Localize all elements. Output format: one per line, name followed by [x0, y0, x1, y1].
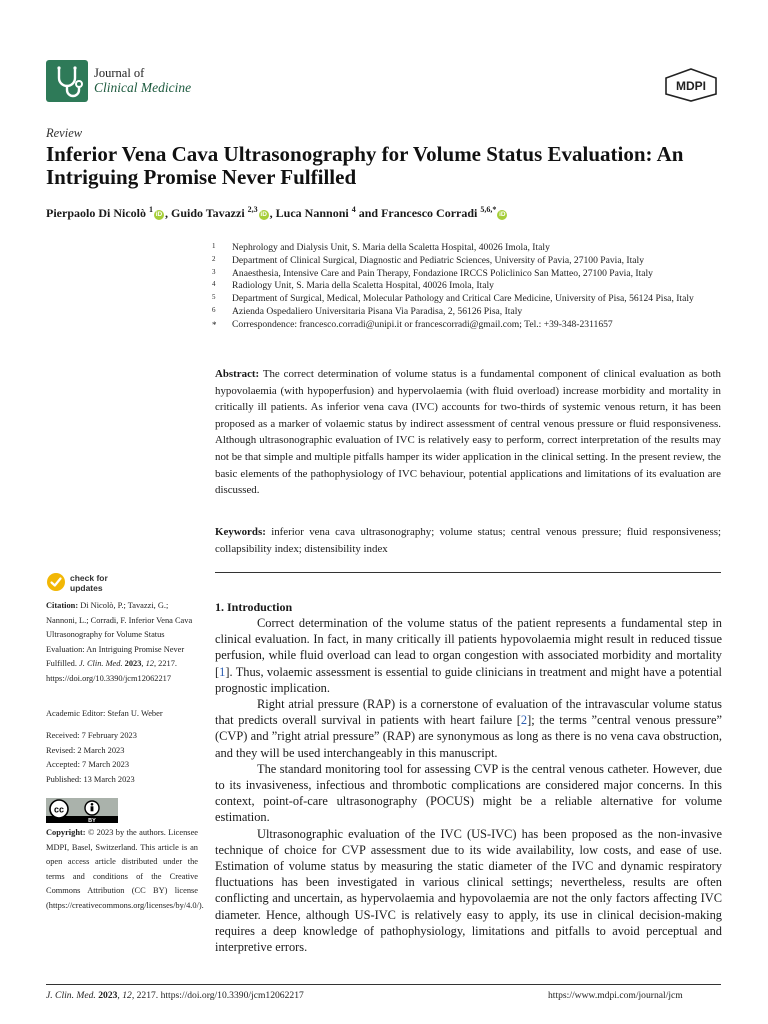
author-name: Guido Tavazzi — [170, 206, 245, 220]
affiliation-item — [210, 255, 730, 268]
footer-divider — [46, 984, 721, 985]
author-name: Luca Nannoni — [275, 206, 349, 220]
affiliation-text: Department of Clinical Surgical, Diagnostic and Pediatric Sciences, University of Pavia, 27100 Pavia, Italy — [232, 254, 644, 266]
check-for-updates-icon[interactable] — [46, 572, 66, 592]
section-heading-introduction: 1. Introduction — [215, 600, 293, 614]
affiliation-text: Anaesthesia, Intensive Care and Pain Therapy, Fondazione IRCCS Policlinico San Matteo, 27100 Pavia, Italy — [232, 267, 653, 279]
cc-by-label: BY — [88, 818, 96, 823]
check-for-updates-line1: check for — [70, 573, 108, 583]
keywords — [215, 524, 721, 557]
author-name: Pierpaolo Di Nicolò — [46, 206, 146, 220]
date-revised: Revised: 2 March 2023 — [46, 745, 125, 755]
correspondence-text: Correspondence: francesco.corradi@unipi.it or francescorradi@gmail.com; Tel.: +39-348-2311657 — [232, 318, 613, 330]
footer-year: 2023 — [98, 990, 118, 1001]
paragraph: Ultrasonographic evaluation of the IVC (US-IVC) has been proposed as the non-invasive technique of choice for CVP assessment due to its wide availability, low costs, and ease of use. Estimation of volume status by measuring the static diameter of the IVC and dynamic respiratory fluctuations has been investigated in various clinical settings; nevertheless, results are often conflicting and uncertain, as hypervolaemia and hypovolaemia are not the only factors affecting IVC diameter. Hence, although US-IVC is relatively easy to apply, its use in clinical decision-making requires a deep knowledge of pathophysiology, limitations and pitfalls to avoid perceptual and interpretive errors. — [215, 826, 722, 955]
journal-of-label: Journal of — [94, 66, 145, 80]
affiliation-number: 2 — [212, 254, 216, 263]
affiliation-number: 3 — [212, 267, 216, 276]
paragraph — [215, 615, 722, 696]
affiliation-number: 6 — [212, 305, 216, 314]
article-type: Review — [46, 126, 83, 140]
paragraph: The standard monitoring tool for assessing CVP is the central venous catheter. However, due to its invasiveness, infectious and thrombotic complications are considered major concerns. In this context, point-of-care ultrasonography (POCUS) might be a reliable alternative for volume estimation. — [215, 761, 722, 825]
author-separator: and — [355, 206, 382, 220]
citation-doi[interactable]: , 2217. https://doi.org/10.3390/jcm12062217 — [46, 659, 177, 683]
introduction-body — [215, 615, 722, 955]
author-name: Francesco Corradi — [381, 206, 478, 220]
affiliation-item — [210, 293, 730, 306]
paragraph-text: ]. Thus, volaemic assessment is essential to guide clinicians in treatment and might have a potential prognostic implication. — [215, 664, 722, 695]
citation-label: Citation: — [46, 601, 79, 610]
reference-link[interactable]: 2 — [520, 713, 528, 728]
copyright-block — [46, 826, 204, 914]
affiliation-number: 1 — [212, 242, 216, 250]
affiliation-item — [210, 280, 730, 293]
affiliation-item — [210, 268, 730, 281]
cc-by-license-icon[interactable] — [46, 798, 118, 823]
affiliation-item — [210, 306, 730, 319]
copyright-text: © 2023 by the authors. Licensee MDPI, Basel, Switzerland. This article is an open access article distributed under the terms and conditions of the Creative Commons Attribution (CC BY) license (https://creativecommons.org/licenses/by/4.0/). — [46, 828, 204, 910]
copyright-label: Copyright: — [46, 828, 86, 837]
citation-volume: 12 — [145, 659, 154, 669]
affiliation-text: Radiology Unit, S. Maria della Scaletta Hospital, 40026 Imola, Italy — [232, 280, 494, 292]
section-divider — [215, 572, 721, 573]
citation-journal: J. Clin. Med. — [79, 659, 123, 669]
paragraph-text: Correct determination of the volume status of the patient represents a fundamental step in clinical evaluation. In fact, in many critically ill patients hypovolaemia might result in reduced tissue perfusion, while fluid overload can lead to organ congestion with associated morbidity and mortality [ — [215, 616, 722, 679]
journal-logo — [46, 60, 88, 102]
check-for-updates-label[interactable] — [70, 573, 108, 593]
abstract-label: Abstract: — [215, 368, 260, 380]
orcid-icon[interactable]: iD — [499, 211, 506, 218]
affiliations — [210, 242, 730, 332]
stethoscope-icon — [46, 60, 88, 102]
correspondence-mark: * — [212, 319, 217, 330]
date-accepted: Accepted: 7 March 2023 — [46, 760, 130, 770]
author-list — [46, 202, 726, 221]
journal-name: Clinical Medicine — [94, 80, 192, 95]
article-title: Inferior Vena Cava Ultrasonography for Volume Status Evaluation: An Intriguing Promise Never Fulfilled — [46, 142, 684, 189]
footer-journal: J. Clin. Med. — [46, 990, 96, 1001]
correspondence — [210, 319, 730, 332]
abstract-text: The correct determination of volume status is a fundamental component of clinical evaluation as both hypovolaemia (with hypoperfusion) and hypervolaemia (with fluid overload) increase morbidity and mortality in critically ill patients. As inferior vena cava (IVC) accounts for two-thirds of systemic venous return, it has been proposed as a marker of volaemic status by indirect assessment of central venous pressure or fluid responsiveness. Although ultrasonographic evaluation of IVC is relatively easy to perform, correct interpretation of the results may not be that simple and multiple pitfalls hamper its wider application in the clinical setting. In the present review, the basic elements of the pathophysiology of IVC behaviour, potential applications and limitations of its evaluation are discussed. — [215, 368, 721, 497]
affiliation-text: Nephrology and Dialysis Unit, S. Maria della Scaletta Hospital, 40026 Imola, Italy — [232, 242, 550, 253]
citation-block: Citation: Di Nicolò, P.; Tavazzi, G.; Nannoni, L.; Corradi, F. Inferior Vena Cava Ultrasonography for Volume Status Evaluation: An Intriguing Promise Never Fulfilled. J. Clin. Med. 2023, 12, 2217. https://doi.org/10.3390/jcm12062217 — [46, 601, 193, 683]
orcid-icon[interactable]: iD — [260, 211, 267, 218]
orcid-icon[interactable]: iD — [155, 211, 163, 218]
author-separator: , — [164, 206, 171, 220]
affiliation-item — [210, 242, 730, 255]
affiliation-text: Azienda Ospedaliero Universitaria Pisana Via Paradisa, 2, 56126 Pisa, Italy — [232, 305, 523, 317]
author-affil: 4 — [351, 205, 356, 214]
author-affil: 5,6,* — [480, 205, 497, 214]
academic-editor: Academic Editor: Stefan U. Weber — [46, 709, 163, 718]
author-affil: 2,3 — [247, 205, 258, 214]
dates-block — [46, 729, 198, 787]
footer-journal-url[interactable]: https://www.mdpi.com/journal/jcm — [548, 990, 683, 1001]
check-for-updates-line2: updates — [70, 583, 103, 593]
footer-doi[interactable]: , 2217. https://doi.org/10.3390/jcm12062217 — [131, 990, 304, 1001]
date-received: Received: 7 February 2023 — [46, 731, 137, 740]
footer-volume: 12 — [122, 990, 132, 1001]
citation-text: Di Nicolò, P.; Tavazzi, G.; Nannoni, L.; Corradi, F. Inferior Vena Cava Ultrasonography for Volume Status Evaluation: An Intriguing Promise Never Fulfilled. — [46, 601, 193, 669]
citation-year: 2023 — [124, 659, 142, 669]
date-published: Published: 13 March 2023 — [46, 774, 135, 784]
keywords-label: Keywords: — [215, 526, 266, 538]
reference-link[interactable]: 1 — [219, 664, 226, 679]
paragraph-text: ]; the terms ”central venous pressure” (CVP) and ”right atrial pressure” (RAP) are synonymous as long as there is no vena cava obstruction, and they will be used interchangeably in this manuscript. — [215, 713, 722, 760]
mdpi-logo — [664, 68, 718, 102]
author-affil: 1 — [148, 205, 153, 214]
abstract — [215, 366, 721, 499]
author-separator: , — [269, 206, 276, 220]
affiliation-number: 4 — [212, 280, 216, 289]
paragraph — [215, 696, 722, 761]
affiliation-number: 5 — [212, 293, 216, 302]
svg-text:cc: cc — [53, 804, 65, 815]
mdpi-logo-text: MDPI — [676, 79, 706, 93]
keywords-text: inferior vena cava ultrasonography; volume status; central venous pressure; fluid responsiveness; collapsibility index; distensibility index — [215, 526, 722, 555]
footer-citation: J. Clin. Med. 2023, 12, 2217. https://doi.org/10.3390/jcm12062217 — [46, 990, 304, 1001]
affiliation-text: Department of Surgical, Medical, Molecular Pathology and Critical Care Medicine, University of Pisa, 56124 Pisa, Italy — [232, 293, 694, 305]
paragraph-text: Right atrial pressure (RAP) is a cornerstone of evaluation of the intravascular volume status that predicts overall survival in patients with heart failure [ — [215, 697, 722, 728]
